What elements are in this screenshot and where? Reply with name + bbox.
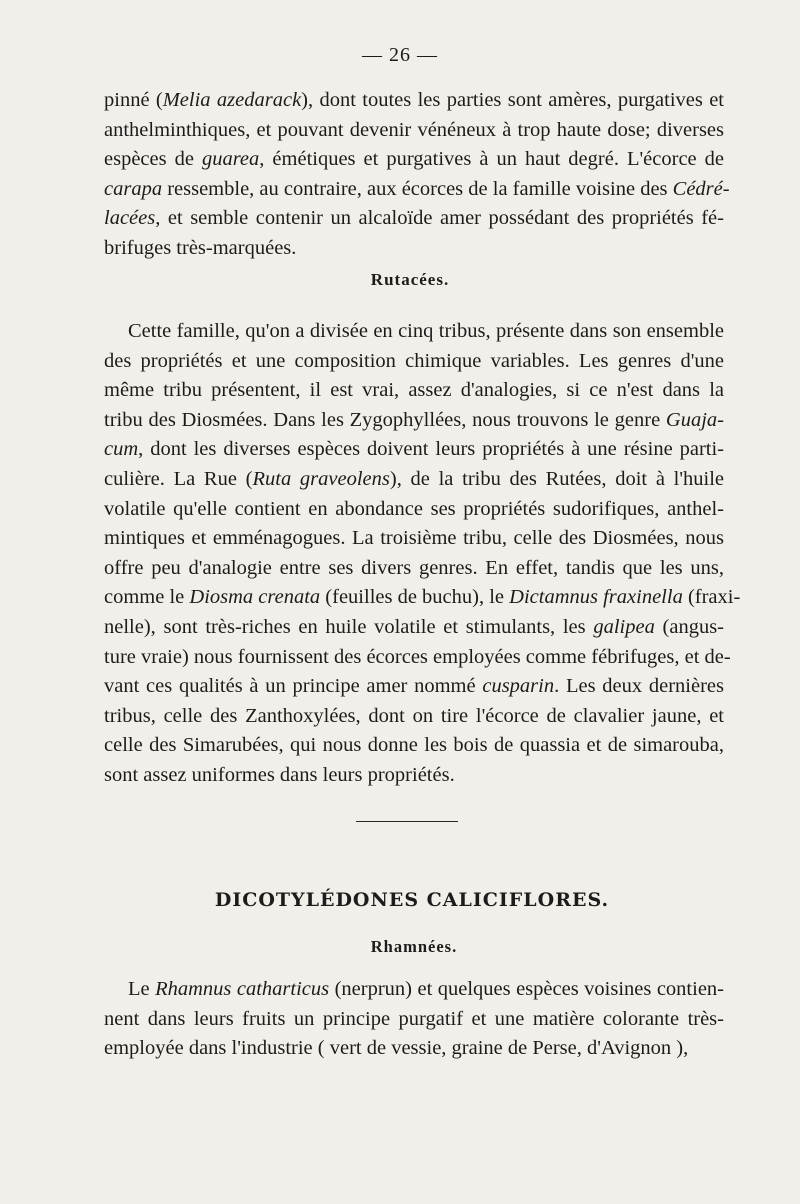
text-line: nelle), sont très-riches en huile volatile et stimulants, les galipea (angus- [104,615,724,638]
text-line: volatile qu'elle contient en abondance ses propriétés sudorifiques, anthel- [104,497,724,520]
paragraph-rutacees [104,317,741,791]
text-line: lacées, et semble contenir un alcaloïde amer possédant des propriétés fé- [104,207,724,230]
paragraph-meliacees [104,86,730,264]
text-line: comme le Diosma crenata (feuilles de buchu), le Dictamnus fraxinella (fraxi- [104,586,741,609]
text-line: des propriétés et une composition chimique variables. Les genres d'une [104,349,724,372]
text-line: même tribu présentent, il est vrai, assez d'analogies, si ce n'est dans la [104,379,724,402]
text-line: Cette famille, qu'on a divisée en cinq tribus, présente dans son ensemble [128,320,724,342]
text-line: celle des Simarubées, qui nous donne les bois de quassia et de simarouba, [104,734,724,757]
text-line: culière. La Rue (Ruta graveolens), de la tribu des Rutées, doit à l'huile [104,467,725,490]
text-line: nent dans leurs fruits un principe purgatif et une matière colorante très- [104,1007,724,1030]
page-number: — 26 — [362,44,438,66]
text-line: carapa ressemble, au contraire, aux écorces de la famille voisine des Cédré- [104,177,730,200]
text-line: espèces de guarea, émétiques et purgatives à un haut degré. L'écorce de [104,148,724,171]
paragraph-text [104,86,730,264]
paragraph-text [104,975,724,1064]
text-line: mintiques et emménagogues. La troisième tribu, celle des Diosmées, nous [104,527,724,550]
text-line: cum, dont les diverses espèces doivent leurs propriétés à une résine parti- [104,438,724,461]
text-line: pinné (Melia azedarack), dont toutes les parties sont amères, purgatives et [104,89,724,111]
text-line: anthelminthiques, et pouvant devenir vénéneux à trop haute dose; diverses [104,118,724,141]
text-line: Le Rhamnus catharticus (nerprun) et quelques espèces voisines contien- [128,978,724,1000]
text-line: employée dans l'industrie ( vert de vessie, graine de Perse, d'Avignon ), [104,1037,689,1060]
paragraph-rhamnees [104,975,724,1064]
section-heading-rhamnees: Rhamnées. [370,937,458,956]
text-line: tribu des Diosmées. Dans les Zygophyllées, nous trouvons le genre Guaja- [104,408,724,431]
section-heading-dicotyledones: DICOTYLÉDONES CALICIFLORES. [214,889,610,911]
text-line: sont assez uniformes dans leurs propriétés. [104,763,455,786]
text-line: tribus, celle des Zanthoxylées, dont on tire l'écorce de clavalier jaune, et [104,704,724,727]
paragraph-text [104,317,741,791]
section-heading-rutacees: Rutacées. [370,270,450,289]
divider-rule [356,821,458,822]
text-line: ture vraie) nous fournissent des écorces employées comme fébrifuges, et de- [104,645,731,668]
text-line: brifuges très-marquées. [104,236,297,259]
text-line: offre peu d'analogie entre ses divers genres. En effet, tandis que les uns, [104,556,724,579]
text-line: vant ces qualités à un principe amer nommé cusparin. Les deux dernières [104,675,724,698]
